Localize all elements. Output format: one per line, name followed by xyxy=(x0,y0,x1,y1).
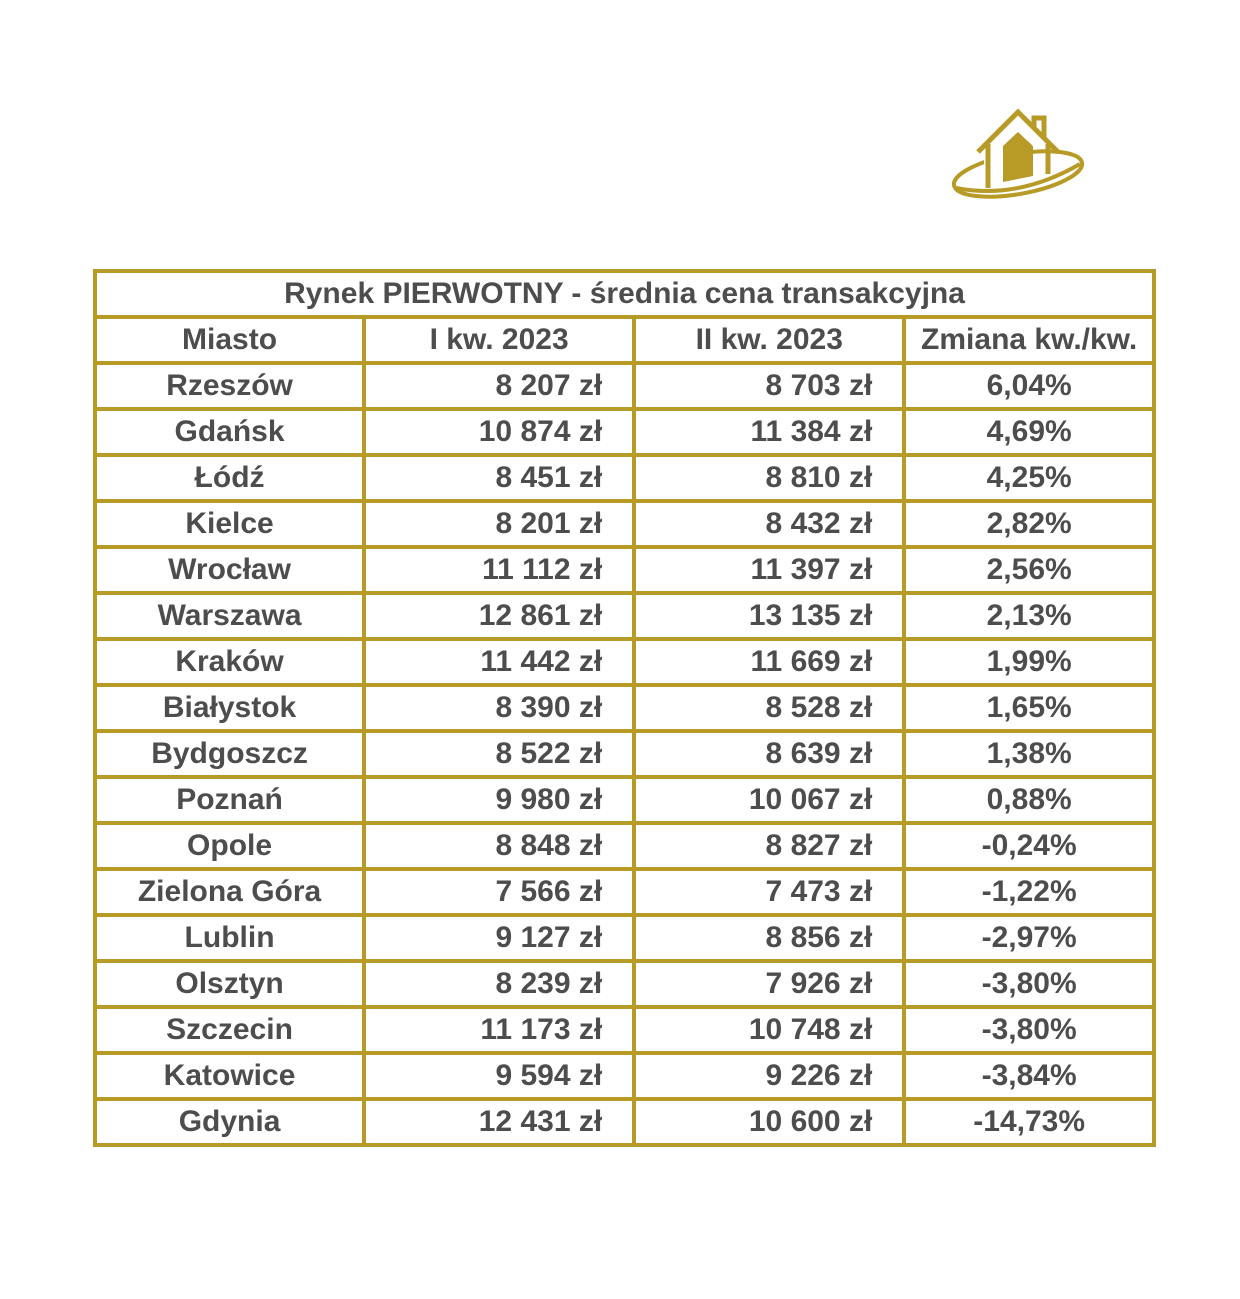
city-cell: Łódź xyxy=(95,455,364,501)
city-cell: Wrocław xyxy=(95,547,364,593)
q2-price-cell: 10 067 zł xyxy=(634,777,904,823)
change-cell: 1,38% xyxy=(904,731,1154,777)
q2-price-cell: 7 926 zł xyxy=(634,961,904,1007)
city-cell: Kielce xyxy=(95,501,364,547)
city-cell: Szczecin xyxy=(95,1007,364,1053)
q1-price-cell: 11 442 zł xyxy=(364,639,634,685)
change-cell: 2,13% xyxy=(904,593,1154,639)
city-cell: Poznań xyxy=(95,777,364,823)
q1-price-cell: 8 848 zł xyxy=(364,823,634,869)
table-row xyxy=(95,685,1154,731)
q2-price-cell: 7 473 zł xyxy=(634,869,904,915)
table-row xyxy=(95,869,1154,915)
change-cell: -0,24% xyxy=(904,823,1154,869)
table-row xyxy=(95,593,1154,639)
q2-price-cell: 8 528 zł xyxy=(634,685,904,731)
q1-price-cell: 10 874 zł xyxy=(364,409,634,455)
table-row xyxy=(95,639,1154,685)
house-ring-logo-icon xyxy=(948,104,1088,204)
q2-price-cell: 11 384 zł xyxy=(634,409,904,455)
change-cell: -3,80% xyxy=(904,961,1154,1007)
change-cell: 6,04% xyxy=(904,363,1154,409)
city-cell: Lublin xyxy=(95,915,364,961)
q1-price-cell: 12 431 zł xyxy=(364,1099,634,1145)
change-cell: 4,25% xyxy=(904,455,1154,501)
q2-price-cell: 8 703 zł xyxy=(634,363,904,409)
table-row xyxy=(95,363,1154,409)
table-row xyxy=(95,823,1154,869)
change-cell: 2,56% xyxy=(904,547,1154,593)
change-cell: -1,22% xyxy=(904,869,1154,915)
q1-price-cell: 8 390 zł xyxy=(364,685,634,731)
q2-price-cell: 8 810 zł xyxy=(634,455,904,501)
q1-price-cell: 7 566 zł xyxy=(364,869,634,915)
q2-price-cell: 9 226 zł xyxy=(634,1053,904,1099)
city-cell: Opole xyxy=(95,823,364,869)
table-row xyxy=(95,501,1154,547)
q2-price-cell: 10 748 zł xyxy=(634,1007,904,1053)
change-cell: 0,88% xyxy=(904,777,1154,823)
q2-price-cell: 11 397 zł xyxy=(634,547,904,593)
q1-price-cell: 11 112 zł xyxy=(364,547,634,593)
q1-price-cell: 8 522 zł xyxy=(364,731,634,777)
city-cell: Warszawa xyxy=(95,593,364,639)
q2-price-cell: 8 639 zł xyxy=(634,731,904,777)
table-row xyxy=(95,1053,1154,1099)
table-row xyxy=(95,777,1154,823)
table-row xyxy=(95,1099,1154,1145)
table-title: Rynek PIERWOTNY - średnia cena transakcyjna xyxy=(95,271,1154,317)
change-cell: 4,69% xyxy=(904,409,1154,455)
change-cell: -3,80% xyxy=(904,1007,1154,1053)
change-cell: 2,82% xyxy=(904,501,1154,547)
q1-price-cell: 9 980 zł xyxy=(364,777,634,823)
city-cell: Katowice xyxy=(95,1053,364,1099)
table-row xyxy=(95,731,1154,777)
city-cell: Zielona Góra xyxy=(95,869,364,915)
price-table xyxy=(93,269,1156,1147)
q1-price-cell: 9 127 zł xyxy=(364,915,634,961)
change-cell: 1,65% xyxy=(904,685,1154,731)
city-cell: Gdańsk xyxy=(95,409,364,455)
table-title-row xyxy=(95,271,1154,317)
q2-price-cell: 8 432 zł xyxy=(634,501,904,547)
q1-price-cell: 8 201 zł xyxy=(364,501,634,547)
city-cell: Bydgoszcz xyxy=(95,731,364,777)
q1-price-cell: 12 861 zł xyxy=(364,593,634,639)
q1-price-cell: 11 173 zł xyxy=(364,1007,634,1053)
q1-price-cell: 9 594 zł xyxy=(364,1053,634,1099)
q2-price-cell: 8 856 zł xyxy=(634,915,904,961)
q2-price-cell: 10 600 zł xyxy=(634,1099,904,1145)
change-cell: -3,84% xyxy=(904,1053,1154,1099)
q2-price-cell: 13 135 zł xyxy=(634,593,904,639)
table-row xyxy=(95,547,1154,593)
table-row xyxy=(95,1007,1154,1053)
header-q1: I kw. 2023 xyxy=(364,317,634,363)
q2-price-cell: 11 669 zł xyxy=(634,639,904,685)
q1-price-cell: 8 451 zł xyxy=(364,455,634,501)
table-row xyxy=(95,961,1154,1007)
change-cell: 1,99% xyxy=(904,639,1154,685)
city-cell: Kraków xyxy=(95,639,364,685)
header-q2: II kw. 2023 xyxy=(634,317,904,363)
change-cell: -14,73% xyxy=(904,1099,1154,1145)
city-cell: Gdynia xyxy=(95,1099,364,1145)
table-row xyxy=(95,455,1154,501)
q1-price-cell: 8 239 zł xyxy=(364,961,634,1007)
q1-price-cell: 8 207 zł xyxy=(364,363,634,409)
header-change: Zmiana kw./kw. xyxy=(904,317,1154,363)
city-cell: Olsztyn xyxy=(95,961,364,1007)
table-header-row xyxy=(95,317,1154,363)
change-cell: -2,97% xyxy=(904,915,1154,961)
table-row xyxy=(95,409,1154,455)
city-cell: Białystok xyxy=(95,685,364,731)
header-city: Miasto xyxy=(95,317,364,363)
city-cell: Rzeszów xyxy=(95,363,364,409)
q2-price-cell: 8 827 zł xyxy=(634,823,904,869)
table-row xyxy=(95,915,1154,961)
